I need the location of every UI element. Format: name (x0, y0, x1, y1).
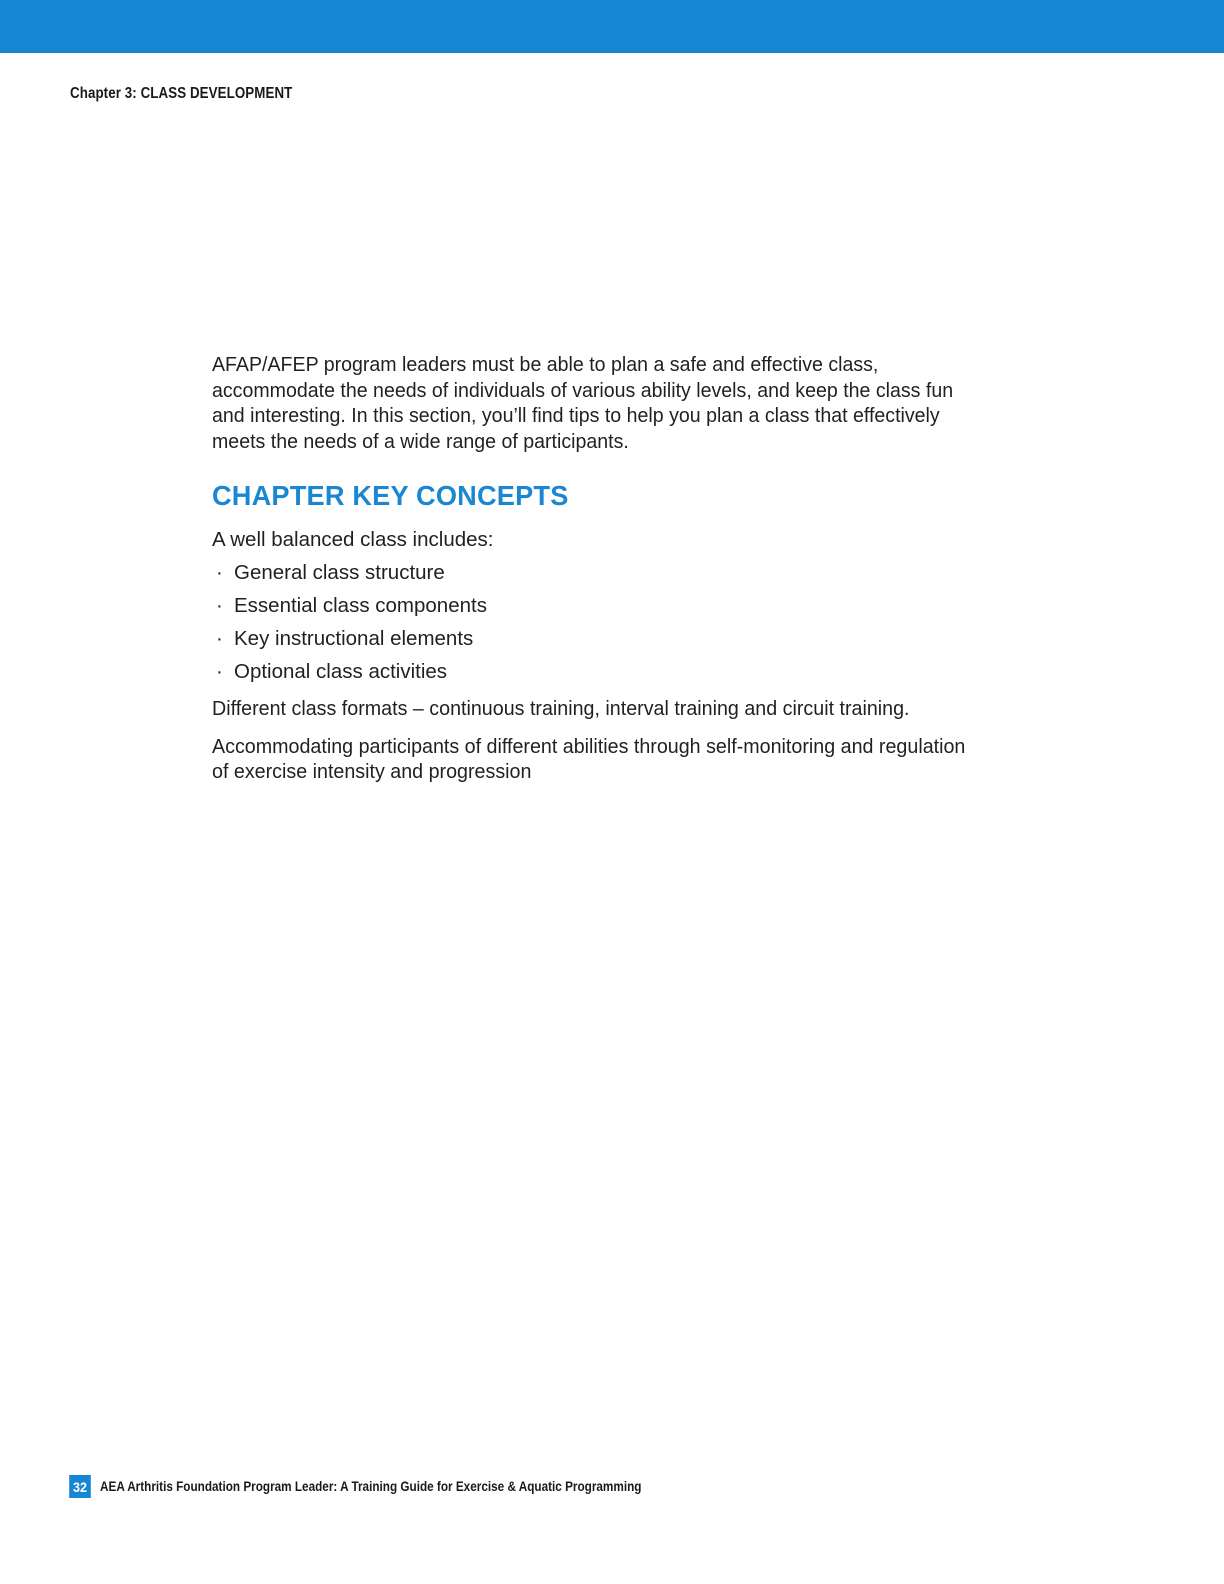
bullet-dot-icon: · (216, 561, 223, 584)
paragraph-accommodating-participants: Accommodating participants of different abilities through self-monitoring and regulation of exercise intensity and progression (212, 734, 966, 783)
list-item-label: Key instructional elements (234, 627, 474, 650)
running-head-chapter-title: Chapter 3: CLASS DEVELOPMENT (70, 85, 293, 102)
list-item-label: General class structure (234, 561, 445, 584)
section-heading-chapter-key-concepts: CHAPTER KEY CONCEPTS (212, 480, 569, 511)
list-item (212, 594, 1002, 618)
intro-paragraph: AFAP/AFEP program leaders must be able to plan a safe and effective class, accommodate the needs of individuals of various ability levels, and keep the class fun and interesting. In this section, you’ll find tips to help you plan a class that effectively meets the needs of a wide range of participants. (212, 353, 954, 453)
main-content-column (212, 352, 1002, 785)
list-item (212, 561, 1002, 585)
list-item (212, 627, 1002, 651)
list-item-label: Essential class components (234, 594, 487, 617)
bullet-dot-icon: · (216, 660, 223, 683)
footer-book-title: AEA Arthritis Foundation Program Leader: A Training Guide for Exercise & Aquatic Programming (100, 1479, 642, 1494)
paragraph-class-formats: Different class formats – continuous training, interval training and circuit training. (212, 697, 910, 720)
bullet-dot-icon: · (216, 594, 223, 617)
header-accent-band (0, 0, 1224, 53)
page-footer (68, 1475, 722, 1498)
list-item (212, 660, 1002, 684)
bullet-dot-icon: · (216, 627, 223, 650)
key-concepts-bullet-list (212, 561, 1002, 684)
list-item-label: Optional class activities (234, 660, 448, 683)
lead-line-well-balanced-class: A well balanced class includes: (212, 528, 494, 551)
page-number-badge: 32 (69, 1475, 91, 1498)
